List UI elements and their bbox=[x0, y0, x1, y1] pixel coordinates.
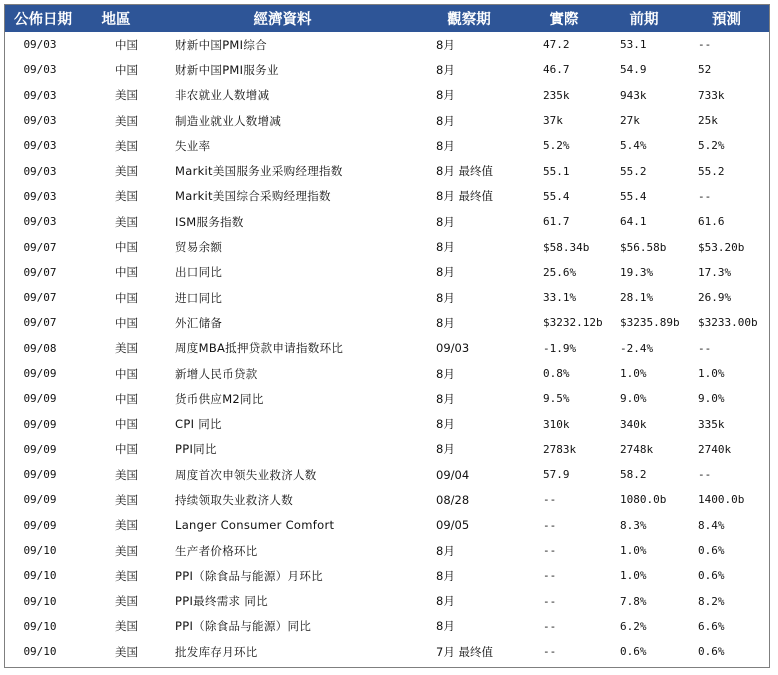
cell-period: 8月 bbox=[436, 37, 455, 52]
cell-date: 09/07 bbox=[23, 316, 57, 330]
cell-period: 8月 bbox=[436, 417, 455, 432]
cell-forecast: 1400.0b bbox=[698, 493, 745, 507]
cell-period: 8月 bbox=[436, 62, 455, 77]
cell-previous: 54.9 bbox=[620, 63, 647, 77]
cell-actual: $58.34b bbox=[543, 240, 590, 254]
cell-date: 09/03 bbox=[23, 215, 57, 229]
cell-date: 09/10 bbox=[23, 645, 57, 659]
cell-date: 09/10 bbox=[23, 569, 57, 583]
cell-item: PPI最终需求 同比 bbox=[175, 594, 268, 609]
cell-period: 08/28 bbox=[436, 492, 470, 507]
table-row bbox=[5, 538, 769, 563]
cell-region: 中国 bbox=[115, 62, 138, 77]
cell-forecast: 0.6% bbox=[698, 569, 725, 583]
cell-region: 美国 bbox=[115, 189, 138, 204]
cell-forecast: 5.2% bbox=[698, 139, 725, 153]
cell-actual: -- bbox=[543, 594, 557, 608]
cell-region: 美国 bbox=[115, 644, 138, 659]
table-body bbox=[5, 32, 769, 664]
cell-previous: 943k bbox=[620, 88, 647, 102]
cell-period: 8月 bbox=[436, 214, 455, 229]
cell-region: 中国 bbox=[115, 366, 138, 381]
table-row bbox=[5, 108, 769, 133]
table-row bbox=[5, 386, 769, 411]
cell-previous: 53.1 bbox=[620, 38, 647, 52]
cell-region: 美国 bbox=[115, 113, 138, 128]
cell-forecast: 26.9% bbox=[698, 291, 732, 305]
cell-actual: 9.5% bbox=[543, 392, 570, 406]
cell-previous: 64.1 bbox=[620, 215, 647, 229]
cell-item: PPI（除食品与能源）同比 bbox=[175, 619, 312, 634]
cell-forecast: 0.6% bbox=[698, 645, 725, 659]
cell-forecast: 9.0% bbox=[698, 392, 725, 406]
cell-date: 09/03 bbox=[23, 189, 57, 203]
cell-region: 中国 bbox=[115, 315, 138, 330]
cell-period: 09/05 bbox=[436, 518, 470, 533]
cell-item: 持续领取失业救济人数 bbox=[175, 492, 293, 507]
cell-region: 美国 bbox=[115, 568, 138, 583]
cell-forecast: 17.3% bbox=[698, 265, 732, 279]
table-row bbox=[5, 614, 769, 639]
table-row bbox=[5, 209, 769, 234]
header-forecast: 預測 bbox=[712, 12, 741, 28]
cell-forecast: -- bbox=[698, 468, 712, 482]
table-row bbox=[5, 133, 769, 158]
cell-date: 09/07 bbox=[23, 291, 57, 305]
cell-date: 09/08 bbox=[23, 341, 57, 355]
table-row bbox=[5, 361, 769, 386]
cell-period: 8月 bbox=[436, 366, 455, 381]
cell-previous: 55.2 bbox=[620, 164, 647, 178]
cell-previous: 7.8% bbox=[620, 594, 647, 608]
cell-period: 8月 bbox=[436, 113, 455, 128]
cell-date: 09/10 bbox=[23, 594, 57, 608]
cell-region: 美国 bbox=[115, 467, 138, 482]
cell-date: 09/03 bbox=[23, 139, 57, 153]
cell-item: 进口同比 bbox=[175, 290, 223, 305]
cell-period: 8月 bbox=[436, 265, 455, 280]
header-region: 地區 bbox=[101, 12, 131, 28]
cell-region: 中国 bbox=[115, 442, 138, 457]
header-period: 觀察期 bbox=[447, 12, 491, 28]
cell-period: 09/03 bbox=[436, 341, 470, 356]
cell-region: 美国 bbox=[115, 138, 138, 153]
table-row bbox=[5, 57, 769, 82]
cell-actual: 33.1% bbox=[543, 291, 577, 305]
cell-region: 美国 bbox=[115, 88, 138, 103]
cell-period: 8月 bbox=[436, 619, 455, 634]
cell-date: 09/09 bbox=[23, 367, 57, 380]
table-row bbox=[5, 234, 769, 259]
table-row bbox=[5, 411, 769, 436]
cell-date: 09/09 bbox=[23, 468, 57, 482]
cell-period: 8月 bbox=[436, 391, 455, 406]
cell-previous: 55.4 bbox=[620, 189, 647, 203]
cell-actual: -- bbox=[543, 518, 557, 532]
cell-date: 09/09 bbox=[23, 417, 57, 431]
cell-period: 8月 bbox=[436, 594, 455, 609]
cell-date: 09/10 bbox=[23, 619, 57, 633]
table-row bbox=[5, 32, 769, 57]
cell-previous: 5.4% bbox=[620, 139, 647, 153]
cell-region: 中国 bbox=[115, 240, 138, 255]
cell-item: 生产者价格环比 bbox=[175, 543, 258, 558]
table-row bbox=[5, 184, 769, 209]
cell-period: 8月 bbox=[436, 315, 455, 330]
cell-previous: 19.3% bbox=[620, 265, 654, 279]
table-row bbox=[5, 260, 769, 285]
table-row bbox=[5, 462, 769, 487]
cell-actual: 61.7 bbox=[543, 215, 570, 229]
cell-actual: 55.4 bbox=[543, 189, 570, 203]
cell-forecast: 733k bbox=[698, 88, 725, 102]
cell-previous: 1.0% bbox=[620, 544, 647, 558]
cell-actual: 310k bbox=[543, 417, 570, 431]
cell-previous: 1.0% bbox=[620, 569, 647, 583]
cell-forecast: 52 bbox=[698, 63, 712, 77]
cell-date: 09/07 bbox=[23, 265, 57, 279]
cell-forecast: -- bbox=[698, 341, 712, 355]
cell-period: 8月 bbox=[436, 290, 455, 305]
cell-period: 8月 bbox=[436, 568, 455, 583]
cell-item: 外汇储备 bbox=[175, 315, 223, 330]
cell-region: 美国 bbox=[115, 214, 138, 229]
cell-item: Langer Consumer Comfort bbox=[175, 518, 335, 533]
cell-previous: 1.0% bbox=[620, 367, 647, 380]
cell-forecast: 2740k bbox=[698, 442, 732, 456]
cell-previous: 28.1% bbox=[620, 291, 654, 305]
cell-actual: -1.9% bbox=[543, 341, 577, 355]
cell-item: 新增人民币贷款 bbox=[175, 366, 258, 381]
table-row bbox=[5, 336, 769, 361]
cell-forecast: 335k bbox=[698, 417, 725, 431]
cell-date: 09/10 bbox=[23, 544, 57, 558]
cell-previous: 2748k bbox=[620, 442, 654, 456]
cell-date: 09/03 bbox=[23, 164, 57, 178]
cell-item: ISM服务指数 bbox=[175, 214, 244, 229]
cell-region: 中国 bbox=[115, 290, 138, 305]
cell-period: 8月 最终值 bbox=[436, 164, 493, 179]
table-row bbox=[5, 310, 769, 335]
cell-forecast: 0.6% bbox=[698, 544, 725, 558]
cell-actual: -- bbox=[543, 544, 557, 558]
cell-actual: 5.2% bbox=[543, 139, 570, 153]
cell-previous: 9.0% bbox=[620, 392, 647, 406]
cell-item: PPI（除食品与能源）月环比 bbox=[175, 568, 323, 583]
table-row bbox=[5, 513, 769, 538]
table-row bbox=[5, 285, 769, 310]
cell-region: 中国 bbox=[115, 265, 138, 280]
cell-item: PPI同比 bbox=[175, 442, 217, 457]
table-row bbox=[5, 563, 769, 588]
cell-date: 09/07 bbox=[23, 240, 57, 254]
cell-forecast: 1.0% bbox=[698, 367, 725, 380]
cell-item: CPI 同比 bbox=[175, 417, 222, 432]
cell-item: 批发库存月环比 bbox=[175, 644, 258, 659]
cell-item: Markit美国综合采购经理指数 bbox=[175, 189, 331, 204]
cell-actual: 235k bbox=[543, 88, 570, 102]
cell-actual: -- bbox=[543, 645, 557, 659]
cell-previous: $3235.89b bbox=[620, 316, 680, 330]
cell-actual: 55.1 bbox=[543, 164, 570, 178]
cell-period: 8月 bbox=[436, 138, 455, 153]
table-row bbox=[5, 487, 769, 512]
cell-region: 美国 bbox=[115, 543, 138, 558]
table-row bbox=[5, 437, 769, 462]
cell-actual: 46.7 bbox=[543, 63, 570, 77]
cell-region: 美国 bbox=[115, 164, 138, 179]
cell-actual: -- bbox=[543, 619, 557, 633]
cell-previous: 340k bbox=[620, 417, 647, 431]
cell-date: 09/09 bbox=[23, 442, 57, 456]
cell-region: 美国 bbox=[115, 492, 138, 507]
cell-period: 7月 最终值 bbox=[436, 644, 493, 659]
cell-previous: 1080.0b bbox=[620, 493, 667, 507]
cell-actual: 0.8% bbox=[543, 367, 570, 380]
cell-period: 8月 bbox=[436, 543, 455, 558]
cell-previous: 8.3% bbox=[620, 518, 647, 532]
cell-date: 09/09 bbox=[23, 493, 57, 507]
cell-previous: 58.2 bbox=[620, 468, 647, 482]
cell-forecast: 6.6% bbox=[698, 619, 725, 633]
cell-forecast: $53.20b bbox=[698, 240, 745, 254]
table-header bbox=[5, 5, 769, 32]
cell-region: 中国 bbox=[115, 391, 138, 406]
cell-item: 周度MBA抵押贷款申请指数环比 bbox=[175, 341, 344, 356]
table-row bbox=[5, 639, 769, 664]
economic-calendar-frame bbox=[4, 4, 770, 668]
cell-period: 8月 最终值 bbox=[436, 189, 493, 204]
cell-previous: $56.58b bbox=[620, 240, 667, 254]
cell-date: 09/03 bbox=[23, 88, 57, 102]
table-row bbox=[5, 158, 769, 183]
cell-item: 货币供应M2同比 bbox=[175, 391, 264, 406]
cell-period: 09/04 bbox=[436, 467, 470, 482]
cell-forecast: 25k bbox=[698, 114, 718, 128]
cell-actual: $3232.12b bbox=[543, 316, 603, 330]
cell-previous: 27k bbox=[620, 114, 640, 128]
cell-forecast: -- bbox=[698, 189, 712, 203]
cell-region: 美国 bbox=[115, 518, 138, 533]
header-economic-data: 經濟資料 bbox=[253, 12, 312, 28]
cell-actual: 25.6% bbox=[543, 265, 577, 279]
cell-region: 美国 bbox=[115, 594, 138, 609]
cell-actual: 2783k bbox=[543, 442, 577, 456]
cell-forecast: 55.2 bbox=[698, 164, 725, 178]
cell-actual: 37k bbox=[543, 114, 563, 128]
cell-item: 贸易余额 bbox=[175, 240, 223, 255]
cell-date: 09/03 bbox=[23, 63, 57, 77]
cell-forecast: 8.2% bbox=[698, 594, 725, 608]
cell-item: 失业率 bbox=[175, 138, 211, 153]
cell-date: 09/09 bbox=[23, 392, 57, 406]
cell-date: 09/09 bbox=[23, 518, 57, 532]
header-actual: 實際 bbox=[549, 12, 579, 28]
cell-item: 周度首次申领失业救济人数 bbox=[175, 467, 317, 482]
cell-forecast: -- bbox=[698, 38, 712, 52]
table-row bbox=[5, 83, 769, 108]
cell-actual: -- bbox=[543, 493, 557, 507]
cell-region: 中国 bbox=[115, 417, 138, 432]
cell-item: Markit美国服务业采购经理指数 bbox=[175, 164, 343, 179]
cell-item: 财新中国PMI综合 bbox=[175, 37, 267, 52]
cell-item: 出口同比 bbox=[175, 265, 223, 280]
cell-forecast: 61.6 bbox=[698, 215, 725, 229]
cell-actual: 57.9 bbox=[543, 468, 570, 482]
header-date: 公佈日期 bbox=[14, 12, 72, 28]
cell-forecast: $3233.00b bbox=[698, 316, 758, 330]
cell-period: 8月 bbox=[436, 442, 455, 457]
cell-actual: 47.2 bbox=[543, 38, 570, 52]
cell-actual: -- bbox=[543, 569, 557, 583]
cell-item: 制造业就业人数增减 bbox=[175, 113, 282, 128]
cell-date: 09/03 bbox=[23, 38, 57, 52]
cell-previous: 0.6% bbox=[620, 645, 647, 659]
cell-forecast: 8.4% bbox=[698, 518, 725, 532]
cell-region: 中国 bbox=[115, 37, 138, 52]
economic-calendar-table bbox=[5, 5, 769, 664]
cell-previous: -2.4% bbox=[620, 341, 654, 355]
cell-previous: 6.2% bbox=[620, 619, 647, 633]
cell-date: 09/03 bbox=[23, 114, 57, 128]
cell-item: 非农就业人数增减 bbox=[175, 88, 270, 103]
cell-item: 财新中国PMI服务业 bbox=[175, 62, 279, 77]
table-row bbox=[5, 589, 769, 614]
cell-period: 8月 bbox=[436, 240, 455, 255]
header-row bbox=[5, 5, 769, 32]
cell-region: 美国 bbox=[115, 619, 138, 634]
header-previous: 前期 bbox=[629, 12, 659, 28]
cell-period: 8月 bbox=[436, 88, 455, 103]
cell-region: 美国 bbox=[115, 341, 138, 356]
